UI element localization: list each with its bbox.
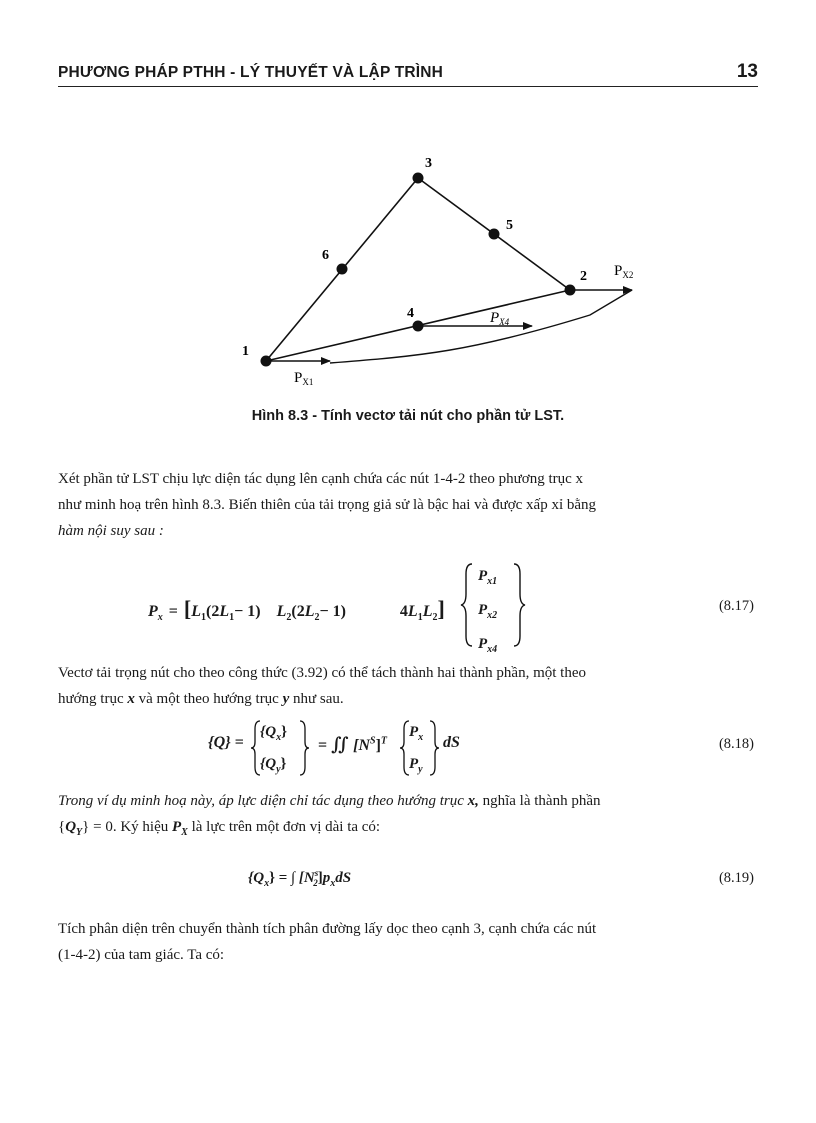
node-6 [337, 264, 348, 275]
node-label-4: 4 [407, 306, 414, 321]
paragraph-1-line-1: Xét phần tử LST chịu lực diện tác dụng lên cạnh chứa các nút 1-4-2 theo phương trục x [58, 471, 584, 487]
node-label-3: 3 [425, 156, 432, 171]
load-label-px2: $P_{X2}$ [614, 263, 634, 280]
node-5 [489, 229, 500, 240]
equation-8-18-ds: dS [443, 734, 460, 751]
paragraph-4 [58, 916, 780, 968]
node-1 [261, 356, 272, 367]
paragraph-3-line-1: Trong ví dụ minh hoạ này, áp lực diện chỉ tác dụng theo hướng trục x, nghĩa là thành phần [58, 793, 601, 809]
paragraph-2-line-1: Vectơ tải trọng nút cho theo công thức (3.92) có thể tách thành hai thành phần, một theo [58, 665, 587, 681]
lst-element-figure [0, 0, 816, 400]
figure-caption: Hình 8.3 - Tính vectơ tải nút cho phần tử LST. [251, 408, 565, 424]
equation-number-8-19: (8.19) [718, 870, 754, 886]
node-2 [565, 285, 576, 296]
load-label-px4: $P_{X4}$ [490, 310, 510, 327]
paragraph-2 [58, 660, 780, 712]
node-label-1: 1 [242, 344, 249, 359]
equation-8-18-rhs: = ∬ $[N^S]^T$ [318, 734, 388, 754]
paragraph-3 [58, 788, 780, 846]
equation-8-19: $\{Q_x\}$ = ∫ $[N^s_2]p_xdS$ [248, 868, 352, 889]
header-title: PHƯƠNG PHÁP PTHH - LÝ THUYẾT VÀ LẬP TRÌNH [58, 64, 444, 81]
paragraph-4-line-1: Tích phân diện trên chuyển thành tích phân đường lấy dọc theo cạnh 3, cạnh chứa các nút [58, 921, 597, 937]
node-4 [413, 321, 424, 332]
paragraph-1 [58, 466, 780, 544]
paragraph-3-line-2: $\{Q_Y\} = 0$. Ký hiệu $P_X$ là lực trên một đơn vị dài ta có: [58, 819, 381, 838]
node-label-2: 2 [580, 269, 587, 284]
equation-number-8-17: (8.17) [718, 598, 754, 614]
q-vector-components: $\{Q_x\}$ $\{Q_y\}$ [260, 724, 287, 775]
paragraph-2-line-2: hướng trục x và một theo hướng trục y như sau. [58, 691, 344, 707]
node-label-6: 6 [322, 248, 329, 263]
p-vector-components: $P_x$ $P_y$ [409, 724, 424, 775]
equation-8-18: {Q} = [208, 734, 244, 751]
paragraph-1-line-2: như minh hoạ trên hình 8.3. Biến thiên của tải trọng giả sử là bậc hai và được xấp xỉ bằng [58, 497, 597, 513]
paragraph-1-line-3: hàm nội suy sau : [58, 523, 164, 539]
paragraph-4-line-2: (1-4-2) của tam giác. Ta có: [58, 947, 225, 963]
load-label-px1: $P_{X1}$ [294, 370, 314, 387]
equation-number-8-18: (8.18) [718, 736, 754, 752]
page-number: 13 [736, 61, 758, 82]
node-label-5: 5 [506, 218, 513, 233]
load-vector-8-17: $P_{x1}$ $P_{x2}$ $P_{x4}$ [478, 568, 498, 655]
equation-8-17: $P_x = [L_1(2L_1- 1)$ $L_2(2L_2- 1)$ $4L_1L_2$] [148, 596, 445, 624]
node-3 [413, 173, 424, 184]
